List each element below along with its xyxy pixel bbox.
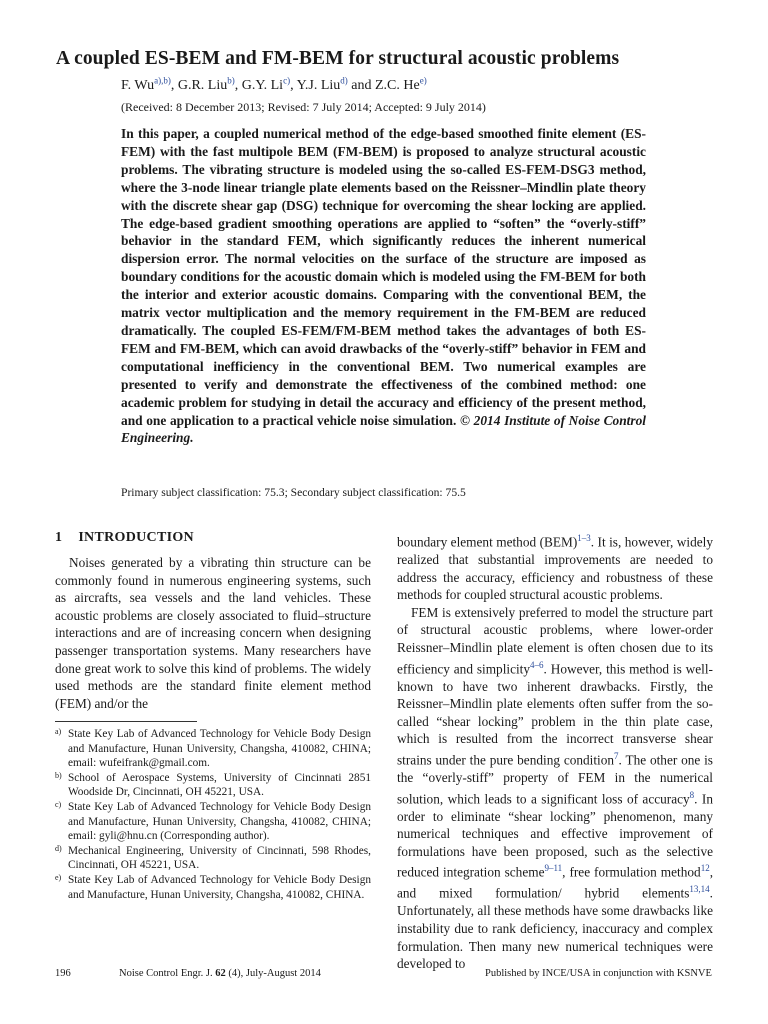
citation[interactable]: 8 [689,789,695,800]
footnote-divider [55,721,197,722]
copyright: © 2014 Institute of Noise Control Engineering. [121,412,646,446]
citation[interactable]: 1–3 [577,533,591,543]
section-heading: 1 INTRODUCTION [55,530,194,545]
intro-paragraph: Noises generated by a vibrating thin structure can be commonly found in numerous engineering systems, such as aircrafts, sea vessels and the land vehicles. These acoustic problems are closely associated to fluid–structure interactions and are of increasing concern when designing passenger transportation systems. Many researchers have done great work to solve this kind of problems. The widely used methods are the standard finite element method (FEM) and/or the [55,555,371,711]
citation[interactable]: 7 [614,750,619,761]
citation[interactable]: 13,14 [689,884,710,895]
author: G.R. Liu$^{b)}$, [177,75,242,93]
received-dates: (Received: 8 December 2013; Revised: 7 July 2014; Accepted: 9 July 2014) [121,100,486,114]
footnote: d) Mechanical Engineering, University of Cincinnati, 598 Rhodes, Cincinnati, OH 45221, USA. [55,843,371,872]
right-column [397,530,713,973]
abstract-text: In this paper, a coupled numerical method of the edge-based smoothed finite element (ES-FEM) with the fast multipole BEM (FM-BEM) is proposed to analyze structural acoustic problems. The vibrating structure is modeled using the so-called ES-FEM-DSG3 method, where the 3-node linear triangle plate elements based on the Reissner–Mindlin plate theory with the discrete shear gap (DSG) technique for overcoming the shear locking are applied. The edge-based gradient smoothing operations are applied to “soften” the “overly-stiff” behavior in the standard FEM, which significantly reduces the inherent numerical dispersion error. The normal velocities on the surface of the structure are imposed as boundary conditions for the acoustic domain which is modeled using the FM-BEM for both the interior and exterior acoustic domains. Comparing with the conventional BEM, the matrix vector multiplication and the memory requirement in the FM-BEM are reduced dramatically. The coupled ES-FEM/FM-BEM method takes the advantages of both ES-FEM and FM-BEM, which can avoid drawbacks of the “overly-stiff” behavior in FEM and computational inefficiency in the conventional BEM. Two numerical examples are presented to verify and demonstrate the effectiveness of the combined method: one academic problem for studying in detail the accuracy and efficiency of the present method, and one application to a practical vehicle noise simulation. [121,126,646,428]
subject-classification: Primary subject classification: 75.3; Secondary subject classification: 75.5 [121,486,466,499]
author: Y.J. Liu$^{d)}$ and [296,75,375,93]
footnote: b) School of Aerospace Systems, University of Cincinnati 2851 Woodside Dr, Cincinnati, OH 45221, USA. [55,770,371,799]
footnote: e) State Key Lab of Advanced Technology for Vehicle Body Design and Manufacture, Hunan University, Changsha, 410082, CHINA. [55,872,371,901]
citation[interactable]: 12 [700,863,710,874]
author-list [121,75,427,94]
journal-citation: Noise Control Engr. J. 62 (4), July-August 2014 [119,968,321,979]
paragraph: FEM is extensively preferred to model the structure part of structural acoustic problems, where lower-order Reissner–Mindlin plate element is often chosen due to its efficiency and simplicity$^{4-6}$. However, this method is well-known to have two inherent drawbacks. Firstly, the Reissner–Mindlin plate elements often suffer from the so-called “shear locking” problem in the thin plate case, which is resulted from the incorrect transverse shear strains under the pure bending condition$^7$. The other one is the “overly-stiff” property of FEM in the numerical solution, which leads to a significant loss of accuracy$^8$. In order to eliminate “shear locking” phenomenon, many numerical techniques and effective improvement of formulations have been proposed, such as the selective reduced integration scheme$^{9-11}$, free formulation method$^{12}$, and mixed formulation/ hybrid elements$^{13,14}$. Unfortunately, all these methods have some drawbacks like instability due to rank deficiency, inaccuracy and complex formulation. Then many new numerical techniques were developed to [397,604,714,972]
author: F. $Wu^{a),b)}$, [121,75,178,93]
paper-title: A coupled ES-BEM and FM-BEM for structural acoustic problems [56,48,620,69]
left-column [55,530,371,712]
author: G.Y. Li$^{c)}$, [241,75,297,93]
footnote: c) State Key Lab of Advanced Technology for Vehicle Body Design and Manufacture, Hunan University, Changsha, 410082, CHINA; email: gyli@hnu.cn (Corresponding author). [55,799,371,843]
publisher-line: Published by INCE/USA in conjunction with KSNVE [485,968,712,979]
footnotes [55,727,371,902]
paragraph: boundary element method (BEM)$^{1-3}$. It is, however, widely realized that substantial improvements are needed to address the accuracy, efficiency and robustness of these methods for coupled structural acoustic problems. [397,533,713,603]
author: Z.C. He$^{e)}$ [374,75,427,93]
abstract [121,125,646,447]
citation[interactable]: 9–11 [544,863,563,874]
citation[interactable]: 4–6 [530,659,544,670]
page-number: 196 [55,968,71,979]
footnote: a) State Key Lab of Advanced Technology for Vehicle Body Design and Manufacture, Hunan University, Changsha, 410082, CHINA; email: wufeifrank@gmail.com. [55,727,371,770]
